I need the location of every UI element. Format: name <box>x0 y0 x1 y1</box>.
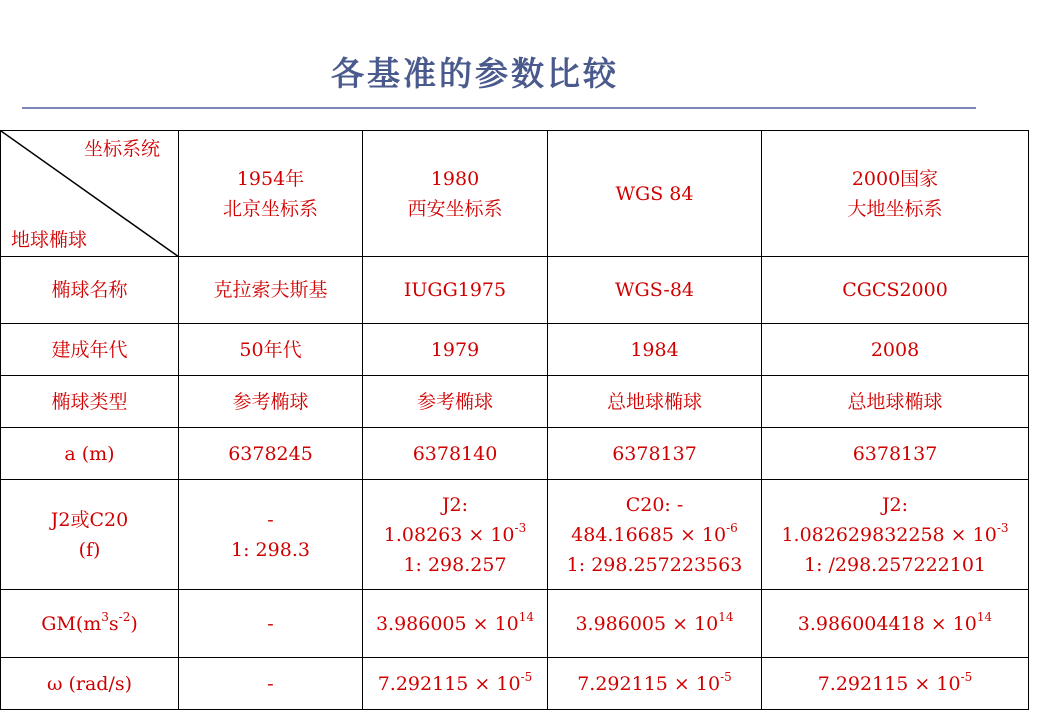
table-cell: $3.986004418 \times 10^{14}$ <box>762 590 1029 658</box>
table-row <box>1 324 1029 376</box>
table-cell: 参考椭球 <box>363 376 548 428</box>
table-cell: 6378137 <box>548 428 762 480</box>
title-underline <box>22 107 976 109</box>
table-row <box>1 376 1029 428</box>
row-label: 建成年代 <box>1 324 179 376</box>
column-header-xian80: 1980 西安坐标系 <box>363 131 548 257</box>
row-label: 椭球名称 <box>1 257 179 324</box>
table-cell: 总地球椭球 <box>762 376 1029 428</box>
table-cell: $7.292115 \times 10^{-5}$ <box>762 658 1029 710</box>
table-cell: $7.292115 \times 10^{-5}$ <box>363 658 548 710</box>
page-title: 各基准的参数比较 <box>331 54 619 93</box>
table-row <box>1 658 1029 710</box>
column-header-beijing54: 1954年 北京坐标系 <box>179 131 363 257</box>
table-cell: - <box>179 590 363 658</box>
table-row <box>1 257 1029 324</box>
table-cell: $3.986005 \times 10^{14}$ <box>363 590 548 658</box>
row-label: 椭球类型 <box>1 376 179 428</box>
table-cell: J2: $1.082629832258 \times 10^{-3}$ 1: /298.257222101 <box>762 480 1029 590</box>
table-cell: - <box>179 658 363 710</box>
table-cell: J2: $1.08263 \times 10^{-3}$ 1: 298.257 <box>363 480 548 590</box>
table-cell: C20: - $484.16685 \times 10^{-6}$ 1: 298.257223563 <box>548 480 762 590</box>
table-cell: 参考椭球 <box>179 376 363 428</box>
column-header-cgcs2000: 2000国家 大地坐标系 <box>762 131 1029 257</box>
table-cell: WGS-84 <box>548 257 762 324</box>
table-cell: - 1: 298.3 <box>179 480 363 590</box>
column-header-wgs84: WGS 84 <box>548 131 762 257</box>
row-label: J2或C20 (f) <box>1 480 179 590</box>
row-label: $GM(m^3s^{-2})$ <box>1 590 179 658</box>
table-cell: CGCS2000 <box>762 257 1029 324</box>
table-cell: 2008 <box>762 324 1029 376</box>
comparison-table <box>0 130 1029 710</box>
table-cell: 6378137 <box>762 428 1029 480</box>
corner-cell <box>1 131 179 257</box>
table-cell: IUGG1975 <box>363 257 548 324</box>
row-label: ω (rad/s) <box>1 658 179 710</box>
table-cell: 6378245 <box>179 428 363 480</box>
table-row <box>1 480 1029 590</box>
table-cell: 1984 <box>548 324 762 376</box>
table-cell: 6378140 <box>363 428 548 480</box>
table-cell: $3.986005 \times 10^{14}$ <box>548 590 762 658</box>
table-row <box>1 590 1029 658</box>
table-cell: 总地球椭球 <box>548 376 762 428</box>
corner-label-earth-ellipsoid: 地球椭球 <box>11 229 88 251</box>
header-row <box>1 131 1029 257</box>
table-row <box>1 428 1029 480</box>
table-cell: 50年代 <box>179 324 363 376</box>
row-label: a (m) <box>1 428 179 480</box>
table-cell: 1979 <box>363 324 548 376</box>
table-cell: 克拉索夫斯基 <box>179 257 363 324</box>
table-cell: $7.292115 \times 10^{-5}$ <box>548 658 762 710</box>
corner-label-coordinate-system: 坐标系统 <box>83 138 160 160</box>
